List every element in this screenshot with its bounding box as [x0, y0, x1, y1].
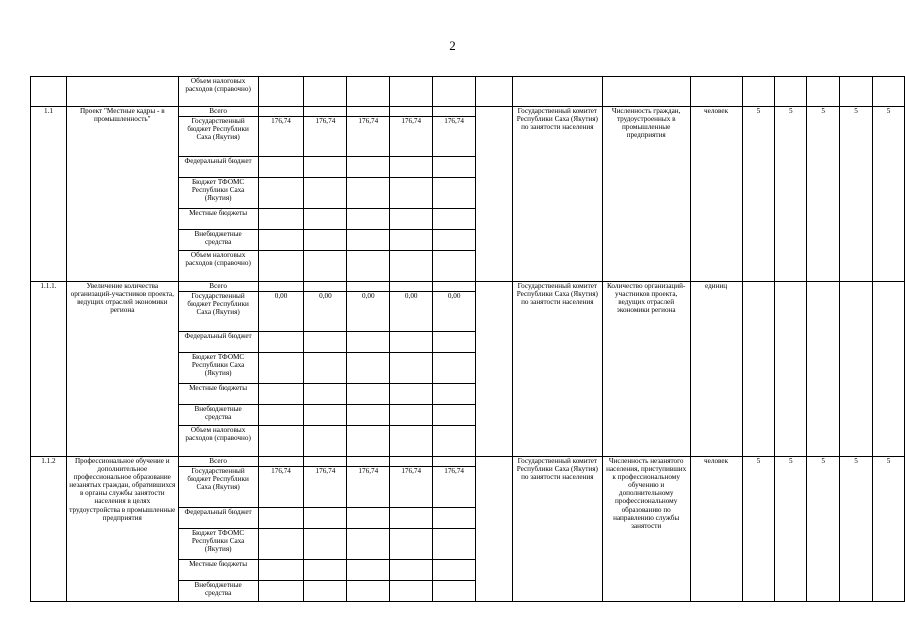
section-number: 1.1.2 [31, 457, 67, 602]
amount-cell: 176,74 [390, 117, 433, 157]
target-value-cell: 5 [742, 457, 775, 602]
executor-cell: Государственный комитет Республики Саха (Якутия) по занятости населения [512, 457, 602, 602]
table-row [31, 457, 905, 467]
amount-cell [433, 209, 476, 230]
funding-source-cell: Федеральный бюджет [178, 508, 258, 529]
amount-cell [258, 157, 304, 178]
amount-cell: 176,74 [304, 467, 347, 508]
funding-source-cell: Внебюджетные средства [178, 230, 258, 251]
amount-cell [347, 230, 390, 251]
amount-cell: 176,74 [304, 117, 347, 157]
funding-source-cell: Федеральный бюджет [178, 332, 258, 353]
amount-cell [390, 332, 433, 353]
cell [775, 77, 807, 107]
amount-cell: 0,00 [304, 292, 347, 332]
amount-cell [347, 405, 390, 426]
executor-cell: Государственный комитет Республики Саха (Якутия) по занятости населения [512, 282, 602, 457]
amount-cell [347, 282, 390, 292]
target-value-cell [742, 282, 775, 457]
amount-cell: 176,74 [390, 467, 433, 508]
funding-source-cell: Местные бюджеты [178, 560, 258, 581]
amount-cell: 176,74 [347, 467, 390, 508]
target-value-cell: 5 [873, 457, 905, 602]
amount-cell [347, 157, 390, 178]
amount-cell [347, 209, 390, 230]
amount-cell [390, 251, 433, 282]
amount-cell [258, 178, 304, 209]
amount-cell [347, 426, 390, 457]
cell [390, 77, 433, 107]
amount-cell [304, 282, 347, 292]
amount-cell [347, 332, 390, 353]
amount-cell [258, 581, 304, 602]
section-name: Профессиональное обучение и дополнительное профессиональное образование незанятых граждан, обратившихся в органы службы занятости населения в целях трудоустройства в промышленные предприятия [66, 457, 178, 602]
amount-cell [390, 157, 433, 178]
target-value-cell: 5 [840, 107, 873, 282]
target-value-cell: 5 [742, 107, 775, 282]
cell [512, 77, 602, 107]
funding-source-cell: Бюджет ТФОМС Республики Саха (Якутия) [178, 529, 258, 560]
amount-cell [304, 457, 347, 467]
cell [602, 77, 690, 107]
cell [66, 77, 178, 107]
unit-cell: человек [690, 457, 742, 602]
amount-cell [390, 282, 433, 292]
target-value-cell [775, 282, 807, 457]
target-value-cell: 5 [775, 457, 807, 602]
target-value-cell: 5 [873, 107, 905, 282]
amount-cell [433, 230, 476, 251]
amount-cell [258, 230, 304, 251]
funding-source-cell: Всего [178, 282, 258, 292]
amount-cell [258, 209, 304, 230]
funding-source-cell: Местные бюджеты [178, 209, 258, 230]
amount-cell [258, 332, 304, 353]
amount-cell: 176,74 [433, 467, 476, 508]
funding-source-cell: Внебюджетные средства [178, 581, 258, 602]
indicator-cell: Численность граждан, трудоустроенных в промышленные предприятия [602, 107, 690, 282]
cell [807, 77, 840, 107]
amount-cell [390, 581, 433, 602]
section-name: Увеличение количества организаций-участников проекта, ведущих отраслей экономики региона [66, 282, 178, 457]
funding-source-cell: Федеральный бюджет [178, 157, 258, 178]
cell [476, 107, 513, 282]
amount-cell [433, 529, 476, 560]
section-name: Проект "Местные кадры - в промышленность" [66, 107, 178, 282]
amount-cell [347, 251, 390, 282]
table-row [31, 77, 905, 107]
amount-cell [390, 529, 433, 560]
funding-source-cell: Объем налоговых расходов (справочно) [178, 426, 258, 457]
amount-cell [304, 508, 347, 529]
funding-source-cell: Всего [178, 457, 258, 467]
amount-cell [304, 581, 347, 602]
section-number: 1.1 [31, 107, 67, 282]
amount-cell [433, 282, 476, 292]
amount-cell [304, 251, 347, 282]
executor-cell: Государственный комитет Республики Саха (Якутия) по занятости населения [512, 107, 602, 282]
target-value-cell: 5 [775, 107, 807, 282]
amount-cell [304, 332, 347, 353]
cell [742, 77, 775, 107]
funding-source-cell: Государственный бюджет Республики Саха (Якутия) [178, 117, 258, 157]
amount-cell [347, 107, 390, 117]
amount-cell [390, 384, 433, 405]
amount-cell [390, 353, 433, 384]
section-number: 1.1.1. [31, 282, 67, 457]
target-value-cell [873, 282, 905, 457]
amount-cell [433, 178, 476, 209]
amount-cell [304, 178, 347, 209]
amount-cell [258, 426, 304, 457]
amount-cell [304, 209, 347, 230]
amount-cell [347, 560, 390, 581]
amount-cell [304, 384, 347, 405]
amount-cell [433, 353, 476, 384]
amount-cell: 0,00 [390, 292, 433, 332]
target-value-cell: 5 [807, 457, 840, 602]
funding-source-cell: Местные бюджеты [178, 384, 258, 405]
funding-source-cell: Объем налоговых расходов (справочно) [178, 77, 258, 107]
amount-cell [258, 282, 304, 292]
amount-cell [433, 405, 476, 426]
cell [433, 77, 476, 107]
amount-cell [347, 353, 390, 384]
funding-source-cell: Всего [178, 107, 258, 117]
funding-source-cell: Государственный бюджет Республики Саха (Якутия) [178, 292, 258, 332]
amount-cell [258, 457, 304, 467]
cell [258, 77, 304, 107]
amount-cell [347, 581, 390, 602]
amount-cell [347, 178, 390, 209]
amount-cell [347, 529, 390, 560]
amount-cell [258, 529, 304, 560]
amount-cell [390, 178, 433, 209]
amount-cell [390, 107, 433, 117]
amount-cell [433, 157, 476, 178]
cell [476, 282, 513, 457]
amount-cell [433, 384, 476, 405]
amount-cell [390, 508, 433, 529]
cell [476, 457, 513, 602]
amount-cell: 0,00 [433, 292, 476, 332]
amount-cell [433, 251, 476, 282]
cell [31, 77, 67, 107]
amount-cell [433, 457, 476, 467]
amount-cell [258, 384, 304, 405]
amount-cell [304, 426, 347, 457]
table-row [31, 282, 905, 292]
funding-source-cell: Бюджет ТФОМС Республики Саха (Якутия) [178, 353, 258, 384]
cell [476, 77, 513, 107]
amount-cell [433, 508, 476, 529]
amount-cell [304, 157, 347, 178]
amount-cell [433, 107, 476, 117]
amount-cell [433, 332, 476, 353]
cell [840, 77, 873, 107]
indicator-cell: Численность незанятого населения, приступивших к профессиональному обучению и дополнительному профессиональному образованию по направлению службы занятости [602, 457, 690, 602]
amount-cell [347, 384, 390, 405]
funding-source-cell: Государственный бюджет Республики Саха (Якутия) [178, 467, 258, 508]
table-row [31, 107, 905, 117]
amount-cell [304, 230, 347, 251]
amount-cell: 0,00 [258, 292, 304, 332]
funding-source-cell: Объем налоговых расходов (справочно) [178, 251, 258, 282]
amount-cell [390, 426, 433, 457]
target-value-cell: 5 [840, 457, 873, 602]
amount-cell [258, 251, 304, 282]
amount-cell: 0,00 [347, 292, 390, 332]
amount-cell [390, 209, 433, 230]
unit-cell: единиц [690, 282, 742, 457]
funding-source-cell: Бюджет ТФОМС Республики Саха (Якутия) [178, 178, 258, 209]
amount-cell [258, 353, 304, 384]
amount-cell [304, 107, 347, 117]
amount-cell [258, 508, 304, 529]
amount-cell [347, 457, 390, 467]
target-value-cell [840, 282, 873, 457]
program-table [30, 76, 905, 602]
amount-cell [304, 560, 347, 581]
amount-cell [304, 405, 347, 426]
page-number: 2 [449, 38, 456, 53]
amount-cell [258, 405, 304, 426]
cell [873, 77, 905, 107]
amount-cell [390, 405, 433, 426]
amount-cell [433, 426, 476, 457]
amount-cell [304, 353, 347, 384]
cell [304, 77, 347, 107]
target-value-cell [807, 282, 840, 457]
amount-cell: 176,74 [433, 117, 476, 157]
target-value-cell: 5 [807, 107, 840, 282]
amount-cell [433, 560, 476, 581]
cell [690, 77, 742, 107]
amount-cell [258, 560, 304, 581]
amount-cell: 176,74 [258, 467, 304, 508]
amount-cell [258, 107, 304, 117]
amount-cell [304, 529, 347, 560]
amount-cell: 176,74 [258, 117, 304, 157]
funding-source-cell: Внебюджетные средства [178, 405, 258, 426]
amount-cell [390, 230, 433, 251]
amount-cell: 176,74 [347, 117, 390, 157]
amount-cell [390, 560, 433, 581]
cell [347, 77, 390, 107]
indicator-cell: Количество организаций-участников проекта, ведущих отраслей экономики региона [602, 282, 690, 457]
amount-cell [433, 581, 476, 602]
unit-cell: человек [690, 107, 742, 282]
amount-cell [390, 457, 433, 467]
amount-cell [347, 508, 390, 529]
